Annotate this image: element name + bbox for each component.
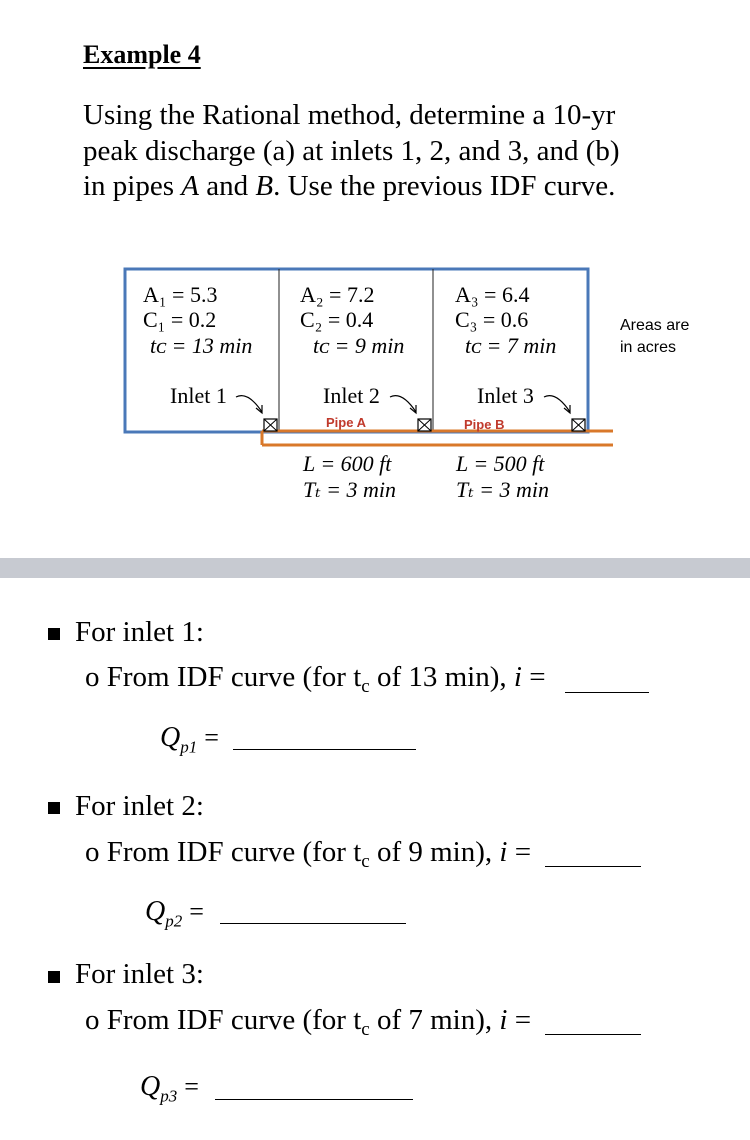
q-subscript: p1 — [180, 737, 198, 757]
area-1-tc: tᴄ = 13 min — [150, 333, 253, 358]
idf-text: o From IDF curve (for t — [85, 1004, 362, 1036]
tc-subscript: c — [361, 676, 370, 697]
intensity-symbol: i — [513, 661, 522, 693]
q-symbol: Q — [140, 1071, 161, 1102]
intensity-3-blank[interactable] — [545, 1034, 641, 1035]
units-note: in acres — [620, 339, 677, 356]
inlet-1-heading: For inlet 1: — [75, 616, 204, 648]
idf-text: of 9 min), — [369, 836, 500, 868]
example-title: Example 4 — [83, 40, 201, 69]
inlet-3-idf-line — [85, 1004, 531, 1041]
section-divider — [0, 558, 750, 578]
equals-sign: = — [507, 836, 532, 868]
inlet-1-symbol — [264, 419, 277, 431]
qp3-label — [140, 1071, 199, 1107]
bullet-icon — [48, 628, 60, 640]
q-subscript: p3 — [160, 1086, 178, 1106]
inlet-3-heading: For inlet 3: — [75, 958, 204, 990]
pipe-b-ref: B — [255, 170, 274, 202]
pipe-b-label: Pipe B — [464, 417, 505, 432]
equals-sign: = — [507, 1004, 532, 1036]
area-3-tc: tᴄ = 7 min — [465, 333, 557, 358]
qp3-blank[interactable] — [215, 1099, 413, 1100]
inlet-2-heading: For inlet 2: — [75, 790, 204, 822]
area-2-tc: tᴄ = 9 min — [313, 333, 405, 358]
problem-text: and — [199, 170, 256, 202]
bullet-icon — [48, 971, 60, 983]
pipe-a-ref: A — [181, 170, 199, 202]
problem-text: in pipes — [83, 170, 182, 202]
idf-text: of 13 min), — [369, 661, 514, 693]
tc-subscript: c — [361, 1019, 370, 1040]
units-note: Areas are — [620, 317, 690, 334]
intensity-symbol: i — [499, 836, 508, 868]
q-symbol: Q — [160, 722, 181, 753]
inlet-2-symbol — [418, 419, 431, 431]
area-3-c: C₃ = 0.6 — [455, 307, 529, 332]
tc-subscript: c — [361, 851, 370, 872]
area-1-a: A₁ = 5.3 — [143, 282, 218, 307]
bullet-icon — [48, 802, 60, 814]
intensity-symbol: i — [499, 1004, 508, 1036]
equals-sign: = — [521, 661, 546, 693]
idf-text: of 7 min), — [369, 1004, 500, 1036]
pipe-b-travel-time: Tₜ = 3 min — [456, 477, 550, 502]
q-subscript: p2 — [165, 911, 183, 931]
arrowhead-icon — [564, 405, 570, 413]
problem-line-2: peak discharge (a) at inlets 1, 2, and 3, and (b) — [83, 135, 620, 167]
equals-sign: = — [189, 897, 204, 926]
qp1-blank[interactable] — [233, 749, 416, 750]
pipe-a-label: Pipe A — [326, 415, 366, 430]
equals-sign: = — [204, 723, 219, 752]
qp2-blank[interactable] — [220, 923, 406, 924]
area-2-c: C₂ = 0.4 — [300, 307, 374, 332]
area-3-a: A₃ = 6.4 — [455, 282, 530, 307]
pipe-a-length: L = 600 ft — [303, 451, 392, 476]
inlet-3-symbol — [572, 419, 585, 431]
q-symbol: Q — [145, 896, 166, 927]
pipe-b-length: L = 500 ft — [456, 451, 545, 476]
area-1-c: C₁ = 0.2 — [143, 307, 217, 332]
inlet-1-label: Inlet 1 — [170, 383, 227, 408]
pipe-a-travel-time: Tₜ = 3 min — [303, 477, 397, 502]
intensity-2-blank[interactable] — [545, 866, 641, 867]
inlet-3-label: Inlet 3 — [477, 383, 534, 408]
arrowhead-icon — [410, 405, 416, 413]
inlet-2-label: Inlet 2 — [323, 383, 380, 408]
watershed-diagram — [0, 0, 750, 540]
idf-text: o From IDF curve (for t — [85, 661, 362, 693]
area-2-a: A₂ = 7.2 — [300, 282, 375, 307]
arrowhead-icon — [256, 405, 262, 413]
problem-text: . Use the previous IDF curve. — [273, 170, 616, 202]
inlet-2-idf-line — [85, 836, 531, 873]
problem-line-1: Using the Rational method, determine a 10-yr — [83, 99, 616, 131]
qp1-label — [160, 722, 219, 758]
inlet-1-idf-line — [85, 661, 546, 698]
equals-sign: = — [184, 1072, 199, 1101]
intensity-1-blank[interactable] — [565, 692, 649, 693]
qp2-label — [145, 896, 204, 932]
idf-text: o From IDF curve (for t — [85, 836, 362, 868]
